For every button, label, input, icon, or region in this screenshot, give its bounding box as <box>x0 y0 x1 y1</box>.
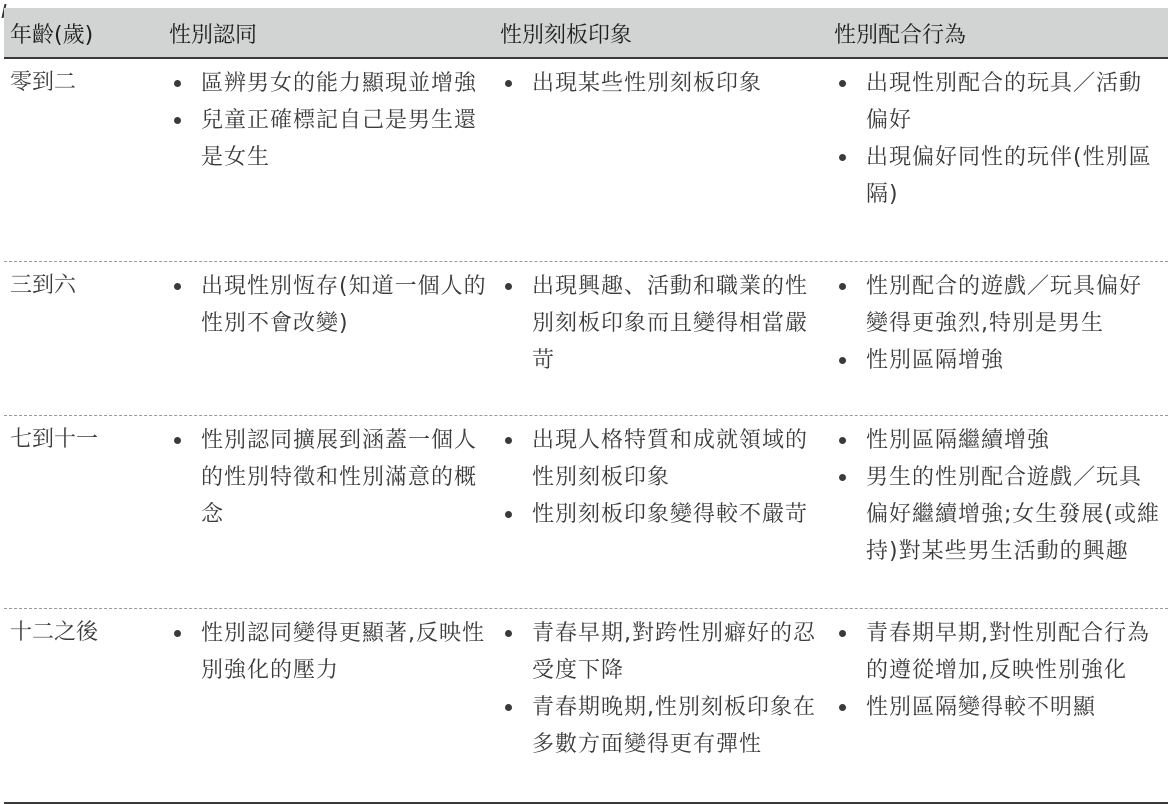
stereotype-cell <box>500 59 834 261</box>
list-item: 出現人格特質和成就領域的性別刻板印象 <box>500 422 830 496</box>
list-item: 性別區隔增強 <box>834 342 1164 379</box>
table-header-row <box>4 8 1168 59</box>
behavior-cell <box>834 59 1168 261</box>
gender-development-table <box>4 8 1168 804</box>
list-item: 出現性別恆存(知道一個人的性別不會改變) <box>169 268 496 342</box>
header-age: 年齡(歲) <box>10 22 94 48</box>
stereotype-cell <box>500 609 834 802</box>
behavior-cell <box>834 416 1168 608</box>
list-item: 男生的性別配合遊戲／玩具偏好繼續增強;女生發展(或維持)對某些男生活動的興趣 <box>834 459 1164 570</box>
list-item: 青春期晚期,性別刻板印象在多數方面變得更有彈性 <box>500 689 830 763</box>
list-item: 兒童正確標記自己是男生還是女生 <box>169 102 496 176</box>
list-item: 出現興趣、活動和職業的性別刻板印象而且變得相當嚴苛 <box>500 268 830 379</box>
stereotype-cell <box>500 416 834 608</box>
identity-cell <box>169 262 500 415</box>
table-row <box>4 59 1168 262</box>
behavior-cell <box>834 262 1168 415</box>
age-cell: 七到十一 <box>10 427 99 452</box>
list-item: 青春期早期,對性別配合行為的遵從增加,反映性別強化 <box>834 615 1164 689</box>
header-gender-behavior: 性別配合行為 <box>834 22 967 48</box>
stereotype-cell <box>500 262 834 415</box>
age-cell: 零到二 <box>10 70 77 95</box>
age-cell: 十二之後 <box>10 620 99 645</box>
list-item: 性別區隔繼續增強 <box>834 422 1164 459</box>
table-row <box>4 262 1168 416</box>
header-gender-stereotype: 性別刻板印象 <box>500 22 633 48</box>
header-gender-identity: 性別認同 <box>169 22 258 48</box>
list-item: 出現性別配合的玩具／活動偏好 <box>834 65 1164 139</box>
behavior-cell <box>834 609 1168 802</box>
identity-cell <box>169 416 500 608</box>
list-item: 性別認同變得更顯著,反映性別強化的壓力 <box>169 615 496 689</box>
list-item: 青春早期,對跨性別癖好的忍受度下降 <box>500 615 830 689</box>
identity-cell <box>169 609 500 802</box>
list-item: 性別區隔變得較不明顯 <box>834 689 1164 726</box>
table-row <box>4 416 1168 609</box>
age-cell: 三到六 <box>10 273 77 298</box>
table-row <box>4 609 1168 804</box>
identity-cell <box>169 59 500 261</box>
list-item: 出現某些性別刻板印象 <box>500 65 830 102</box>
list-item: 區辨男女的能力顯現並增強 <box>169 65 496 102</box>
list-item: 性別認同擴展到涵蓋一個人的性別特徵和性別滿意的概念 <box>169 422 496 533</box>
list-item: 出現偏好同性的玩伴(性別區隔) <box>834 139 1164 213</box>
list-item: 性別配合的遊戲／玩具偏好變得更強烈,特別是男生 <box>834 268 1164 342</box>
list-item: 性別刻板印象變得較不嚴苛 <box>500 496 830 533</box>
